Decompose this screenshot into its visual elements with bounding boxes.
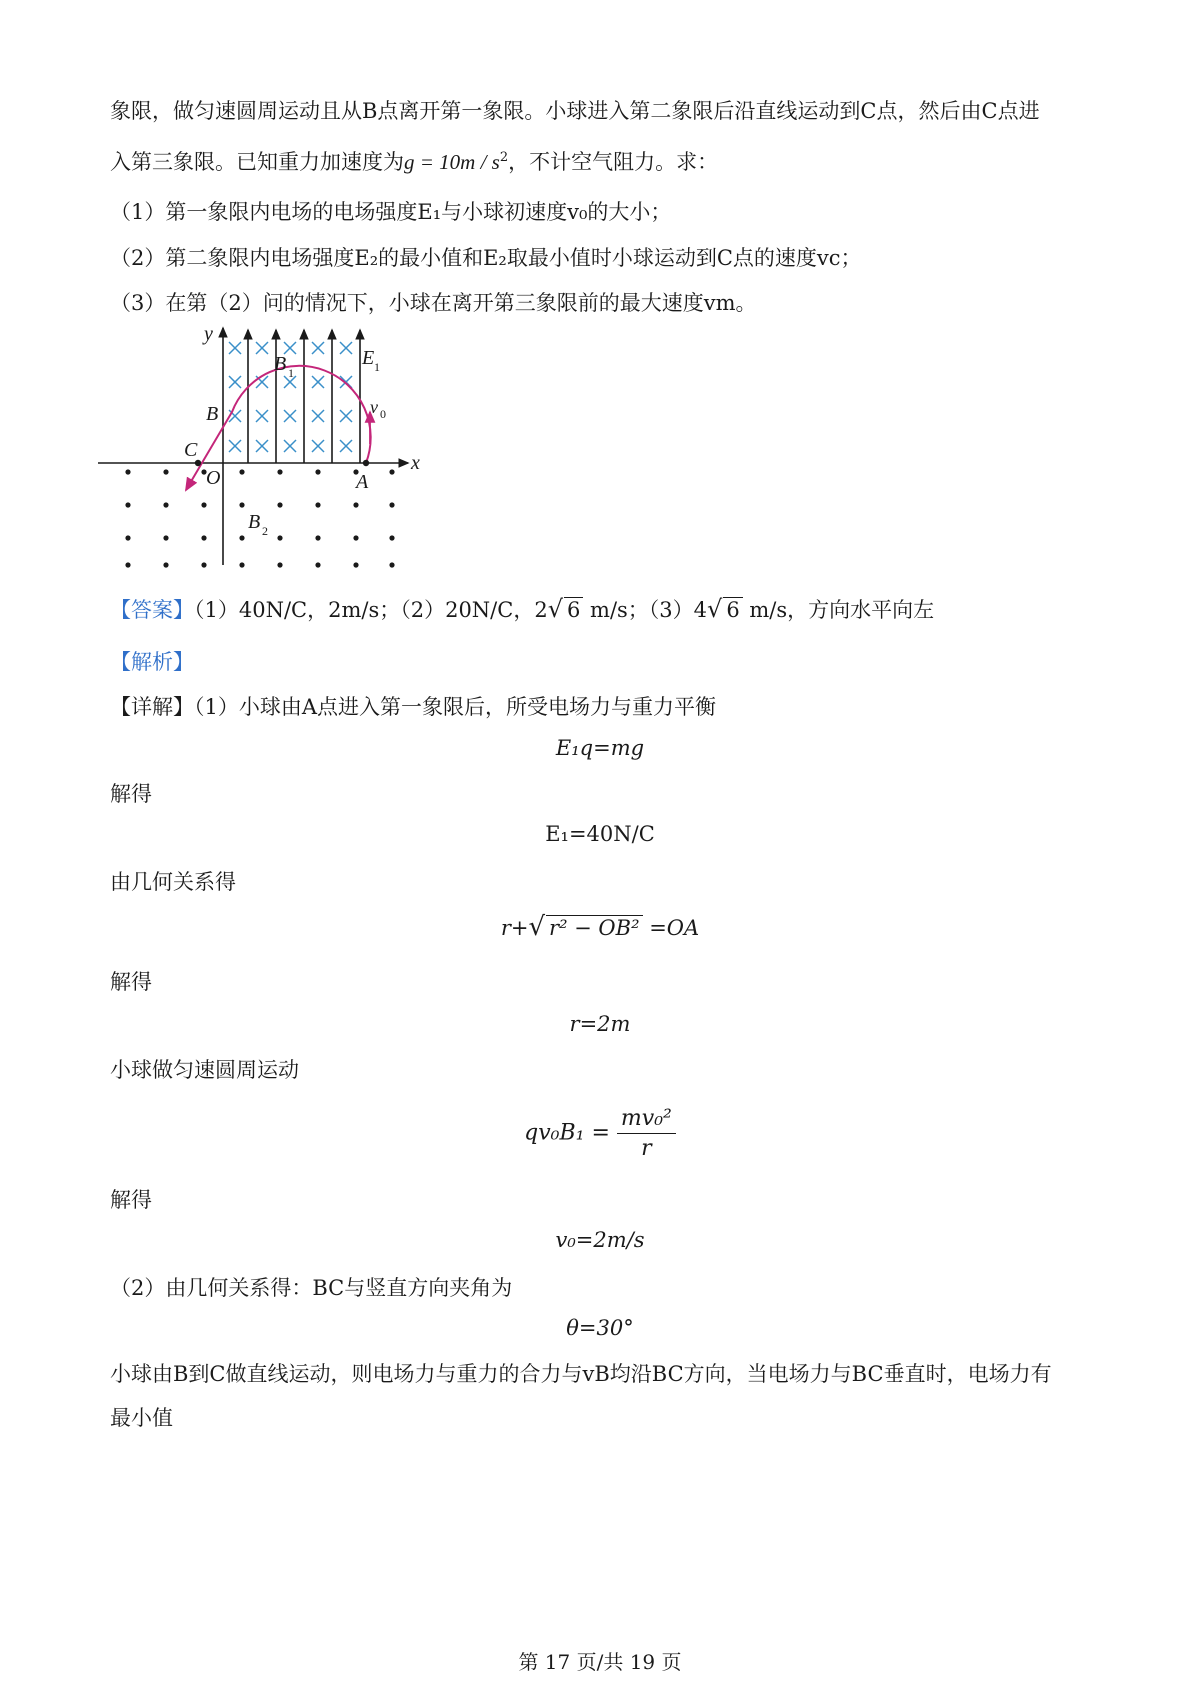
label-e1-sub: 1: [374, 360, 380, 374]
b2-dot-mark: [125, 469, 130, 474]
b2-dot-mark: [389, 535, 394, 540]
problem-line-2-pre: 入第三象限。已知重力加速度为: [110, 150, 404, 174]
solve-label-1: 解得: [110, 782, 152, 806]
b2-dot-mark: [389, 469, 394, 474]
label-x: x: [411, 452, 420, 474]
b2-dot-mark: [163, 502, 168, 507]
b2-dot-mark: [125, 562, 130, 567]
problem-line-2-post: ，不计空气阻力。求：: [508, 150, 719, 174]
b2-dot-mark: [163, 562, 168, 567]
solve-label-3: 解得: [110, 1188, 152, 1212]
b2-dot-mark: [277, 469, 282, 474]
answer-radicand-2: 6: [723, 597, 742, 622]
analysis-tag: 【解析】: [110, 650, 194, 674]
answer-text-post: m/s，方向水平向左: [742, 598, 935, 622]
equation-e1q-mg: E₁q=mg: [555, 736, 645, 760]
answer-tag: 【答案】: [110, 598, 194, 622]
detail-step-3a: 小球由B到C做直线运动，则电场力与重力的合力与vB均沿BC方向，当电场力与BC垂直时，电场力有: [110, 1362, 1052, 1386]
circular-motion-label: 小球做匀速圆周运动: [110, 1058, 299, 1082]
question-1: （1）第一象限内电场的电场强度E₁与小球初速度v₀的大小；: [110, 200, 672, 224]
answer-line: 【答案】（1）40N/C，2m/s；（2）20N/C，2√ 6 m/s；（3）4√ 6 m/s，方向水平向左: [110, 595, 935, 623]
detail-step-2: （2）由几何关系得：BC与竖直方向夹角为: [110, 1276, 513, 1300]
problem-line-2: [110, 146, 718, 176]
label-b1: B: [274, 353, 287, 375]
eq5-fraction: [617, 1106, 676, 1161]
answer-radicand-1: 6: [564, 597, 583, 622]
label-c: C: [184, 439, 198, 461]
eq3-post: =OA: [642, 916, 700, 940]
label-v0: v: [370, 397, 378, 417]
b2-dot-mark: [315, 469, 320, 474]
b2-dot-mark: [353, 535, 358, 540]
eq5-denominator: r: [641, 1136, 652, 1161]
answer-text-pre: （1）40N/C，2m/s；（2）20N/C，2: [194, 598, 548, 622]
label-v0-sub: 0: [380, 407, 386, 421]
b2-dot-mark: [315, 562, 320, 567]
b2-dot-mark: [353, 502, 358, 507]
b2-dot-mark: [125, 535, 130, 540]
b2-dot-mark: [201, 502, 206, 507]
question-3: （3）在第（2）问的情况下，小球在离开第三象限前的最大速度vm。: [110, 291, 757, 315]
eq5-numerator: mv₀²: [617, 1106, 676, 1134]
geometry-label: 由几何关系得: [110, 870, 236, 894]
gravity-expression: g = 10m / s: [404, 150, 500, 174]
eq3-pre: r+: [500, 916, 529, 940]
b2-dot-mark: [315, 502, 320, 507]
point-a: [363, 460, 369, 466]
eq3-radicand: r² − OB²: [546, 915, 642, 940]
b2-dot-mark: [353, 562, 358, 567]
b2-dot-mark: [201, 562, 206, 567]
label-o: O: [206, 467, 221, 489]
eq5-lhs: qv₀B₁ =: [524, 1120, 617, 1146]
b2-dot-mark: [315, 535, 320, 540]
b2-dot-mark: [125, 502, 130, 507]
detail-line-1: [110, 691, 716, 721]
b2-dot-mark: [239, 502, 244, 507]
label-b1-sub: 1: [288, 366, 294, 380]
b2-dot-mark: [277, 562, 282, 567]
equation-v0: v₀=2m/s: [555, 1228, 645, 1252]
equation-geometry: r+√ r² − OB² =OA: [500, 912, 700, 942]
label-y: y: [204, 323, 213, 345]
label-e1: E: [362, 347, 375, 369]
equation-theta: θ=30°: [566, 1316, 634, 1340]
label-a: A: [356, 471, 369, 493]
detail-step-3b: 最小值: [110, 1406, 173, 1430]
label-b2-sub: 2: [262, 524, 268, 538]
label-b2: B: [248, 511, 261, 533]
b2-dot-mark: [277, 502, 282, 507]
b2-dot-mark: [277, 535, 282, 540]
equation-e1-value: E₁=40N/C: [545, 822, 655, 846]
b2-dot-mark: [239, 469, 244, 474]
solve-label-2: 解得: [110, 970, 152, 994]
b2-dot-mark: [389, 502, 394, 507]
b2-dot-mark: [239, 562, 244, 567]
problem-line-1: 象限，做匀速圆周运动且从B点离开第一象限。小球进入第二象限后沿直线运动到C点，然后由C点进: [110, 99, 1040, 123]
b2-dot-mark: [389, 562, 394, 567]
answer-text-mid: m/s；（3）4: [583, 598, 708, 622]
equation-radius: r=2m: [569, 1012, 631, 1036]
physics-figure: [108, 323, 438, 580]
b2-dot-mark: [163, 535, 168, 540]
detail-step-1: （1）小球由A点进入第一象限后，所受电场力与重力平衡: [194, 695, 717, 719]
b2-dot-mark: [201, 535, 206, 540]
b2-dot-mark: [239, 535, 244, 540]
label-b: B: [206, 403, 219, 425]
b2-dot-mark: [163, 469, 168, 474]
equation-lorentz: [0, 1106, 1200, 1161]
question-2: （2）第二象限内电场强度E₂的最小值和E₂取最小值时小球运动到C点的速度vc；: [110, 246, 862, 270]
gravity-exponent: 2: [499, 150, 509, 165]
page-footer: 第 17 页/共 19 页: [518, 1650, 682, 1674]
detail-tag: 【详解】: [110, 695, 194, 719]
